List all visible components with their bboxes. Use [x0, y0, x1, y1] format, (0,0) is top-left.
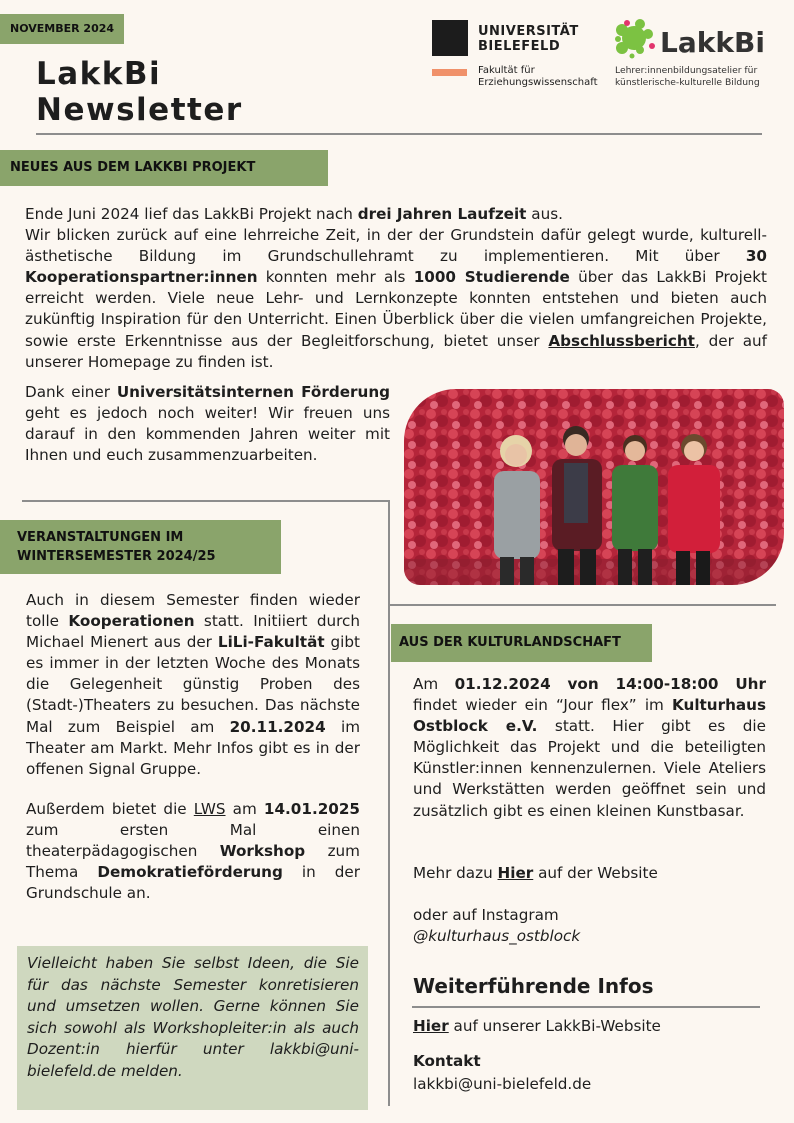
lakkbi-subtitle — [615, 65, 760, 89]
text: Auch in diesem Semester finden wieder tolle — [26, 591, 360, 631]
culture-paragraph — [413, 674, 766, 822]
text: zum Thema — [26, 842, 360, 882]
university-name-line-2: BIELEFELD — [478, 39, 561, 54]
news-paragraph-1 — [25, 204, 767, 225]
highlight-event-date: 01.12.2024 von 14:00-18:00 Uhr — [454, 675, 766, 693]
section-heading-culture: AUS DER KULTURLANDSCHAFT — [391, 624, 652, 662]
text: gibt es immer in der letzten Woche des Monats die Gelegenheit günstig Proben des (Stadt-)Theaters zu besuchen. Das nächste Mal zum Beispiel am — [26, 633, 360, 736]
highlight-workshop: Workshop — [219, 842, 306, 861]
divider-right — [388, 604, 776, 606]
highlight-funding: Universitätsinternen Förderung — [116, 383, 391, 401]
text: zum ersten Mal einen theaterpädagogischen — [26, 821, 360, 861]
text: am — [225, 800, 264, 818]
culture-more-line — [413, 863, 766, 884]
text: in der Grundschule an. — [26, 863, 360, 903]
text: im Theater am Markt. Mehr Infos gibt es in der offenen Signal Gruppe. — [26, 717, 360, 778]
title-line-2: Newsletter — [36, 92, 243, 128]
news-continuation — [25, 382, 390, 466]
university-logo-bar — [432, 69, 467, 76]
divider-left — [22, 500, 390, 502]
date-tag: NOVEMBER 2024 — [0, 14, 124, 44]
highlight-date: 20.11.2024 — [229, 717, 326, 736]
text: über das LakkBi Projekt erreicht werden. Viele neue Lehr- und Lernkonzepte konnten entstehen und bieten auch zukünftig Inspiration für den Unterricht. Einen Überblick über die vielen umfangreichen Projekte, sowie erste Erkenntnisse aus der Begleitforschung, bietet unser — [25, 268, 767, 350]
highlight-duration: drei Jahren Laufzeit — [357, 205, 527, 223]
faculty-name-line-1: Fakultät für — [478, 65, 535, 76]
university-name — [478, 24, 579, 54]
text: , der auf unserer Homepage zu finden ist. — [25, 331, 768, 371]
faculty-name — [478, 65, 598, 89]
text: Dank einer — [25, 383, 117, 401]
highlight-faculty: LiLi-Fakultät — [217, 633, 325, 652]
text: konnten mehr als — [257, 268, 414, 287]
lakkbi-subtitle-line-2: künstlerische-kulturelle Bildung — [615, 77, 760, 88]
culture-instagram — [413, 905, 766, 947]
title-line-1: LakkBi — [36, 56, 162, 92]
newsletter-title — [36, 56, 243, 128]
text: Am — [413, 675, 455, 693]
university-name-line-1: UNIVERSITÄT — [478, 24, 579, 39]
lakkbi-logo-text: LakkBi — [660, 26, 765, 59]
lakkbi-website-link[interactable]: Hier — [413, 1017, 449, 1035]
text: auf unserer LakkBi-Website — [448, 1017, 661, 1035]
text: statt. Initiiert durch Michael Mienert aus der — [26, 612, 361, 652]
section-heading-news: NEUES AUS DEM LAKKBI PROJEKT — [0, 150, 328, 186]
events-paragraph-2 — [26, 799, 360, 904]
text: Wir blicken zurück auf eine lehrreiche Zeit, in der der Grundstein dafür gelegt wurde, kulturell-ästhetische Bildung im Grundschullehramt zu implementieren. Mit über — [25, 226, 767, 266]
header-divider — [36, 133, 762, 135]
final-report-link[interactable]: Abschlussbericht — [548, 331, 695, 350]
text: Außerdem bietet die — [26, 800, 194, 818]
events-paragraph-1 — [26, 590, 360, 780]
section-heading-events — [0, 520, 281, 574]
highlight-cooperations: Kooperationen — [68, 612, 195, 631]
text: Ende Juni 2024 lief das LakkBi Projekt nach — [25, 205, 358, 223]
text: findet wieder ein “Jour flex” im — [413, 696, 672, 715]
further-info-line — [413, 1016, 766, 1037]
news-intro — [25, 204, 767, 373]
news-paragraph-3 — [25, 382, 390, 466]
highlight-topic: Demokratieförderung — [97, 863, 283, 882]
highlight-workshop-date: 14.01.2025 — [263, 800, 360, 818]
lws-link[interactable]: LWS — [193, 800, 226, 818]
text: Mehr dazu — [413, 864, 498, 882]
highlight-partners: 30 Kooperationspartner:innen — [25, 247, 767, 287]
faculty-name-line-2: Erziehungswissenschaft — [478, 77, 598, 88]
website-link[interactable]: Hier — [497, 864, 534, 882]
lakkbi-logo-icon — [612, 16, 660, 62]
text: geht es jedoch noch weiter! Wir freuen uns darauf in den kommenden Jahren weiter mit Ihnen und euch zusammenzuarbeiten. — [25, 404, 390, 465]
news-paragraph-2 — [25, 225, 767, 373]
instagram-handle[interactable]: @kulturhaus_ostblock — [413, 927, 581, 946]
contact-heading: Kontakt — [413, 1052, 481, 1070]
highlight-venue: Kulturhaus Ostblock e.V. — [413, 696, 766, 736]
further-info-heading: Weiterführende Infos — [413, 974, 654, 998]
events-heading-line-2: WINTERSEMESTER 2024/25 — [17, 549, 216, 564]
divider-infos — [412, 1006, 760, 1008]
team-photo — [404, 389, 784, 585]
lakkbi-subtitle-line-1: Lehrer:innenbildungsatelier für — [615, 65, 758, 76]
highlight-students: 1000 Studierende — [413, 268, 570, 287]
text: aus. — [526, 205, 563, 223]
text: auf der Website — [533, 864, 658, 882]
call-for-ideas-text: Vielleicht haben Sie selbst Ideen, die Sie für das nächste Semester konretisieren und umsetzen wollen. Gerne können Sie sich sowohl als Workshopleiter:in als auch Dozent:in hierfür unter lakkbi@uni-bielefeld.de melden. — [27, 954, 359, 1080]
events-heading-line-1: VERANSTALTUNGEN IM — [17, 530, 184, 545]
contact-email[interactable]: lakkbi@uni-bielefeld.de — [413, 1075, 592, 1093]
instagram-label: oder auf Instagram — [413, 906, 559, 924]
text: statt. Hier gibt es die Möglichkeit das Projekt und die beteiligten Künstler:innen kennenzulernen. Viele Ateliers und Werkstätten werden geöffnet sein und zusätzlich gibt es einen kleinen Kunstbasar. — [413, 717, 766, 820]
divider-vertical — [388, 500, 390, 1106]
university-logo-mark — [432, 20, 468, 56]
